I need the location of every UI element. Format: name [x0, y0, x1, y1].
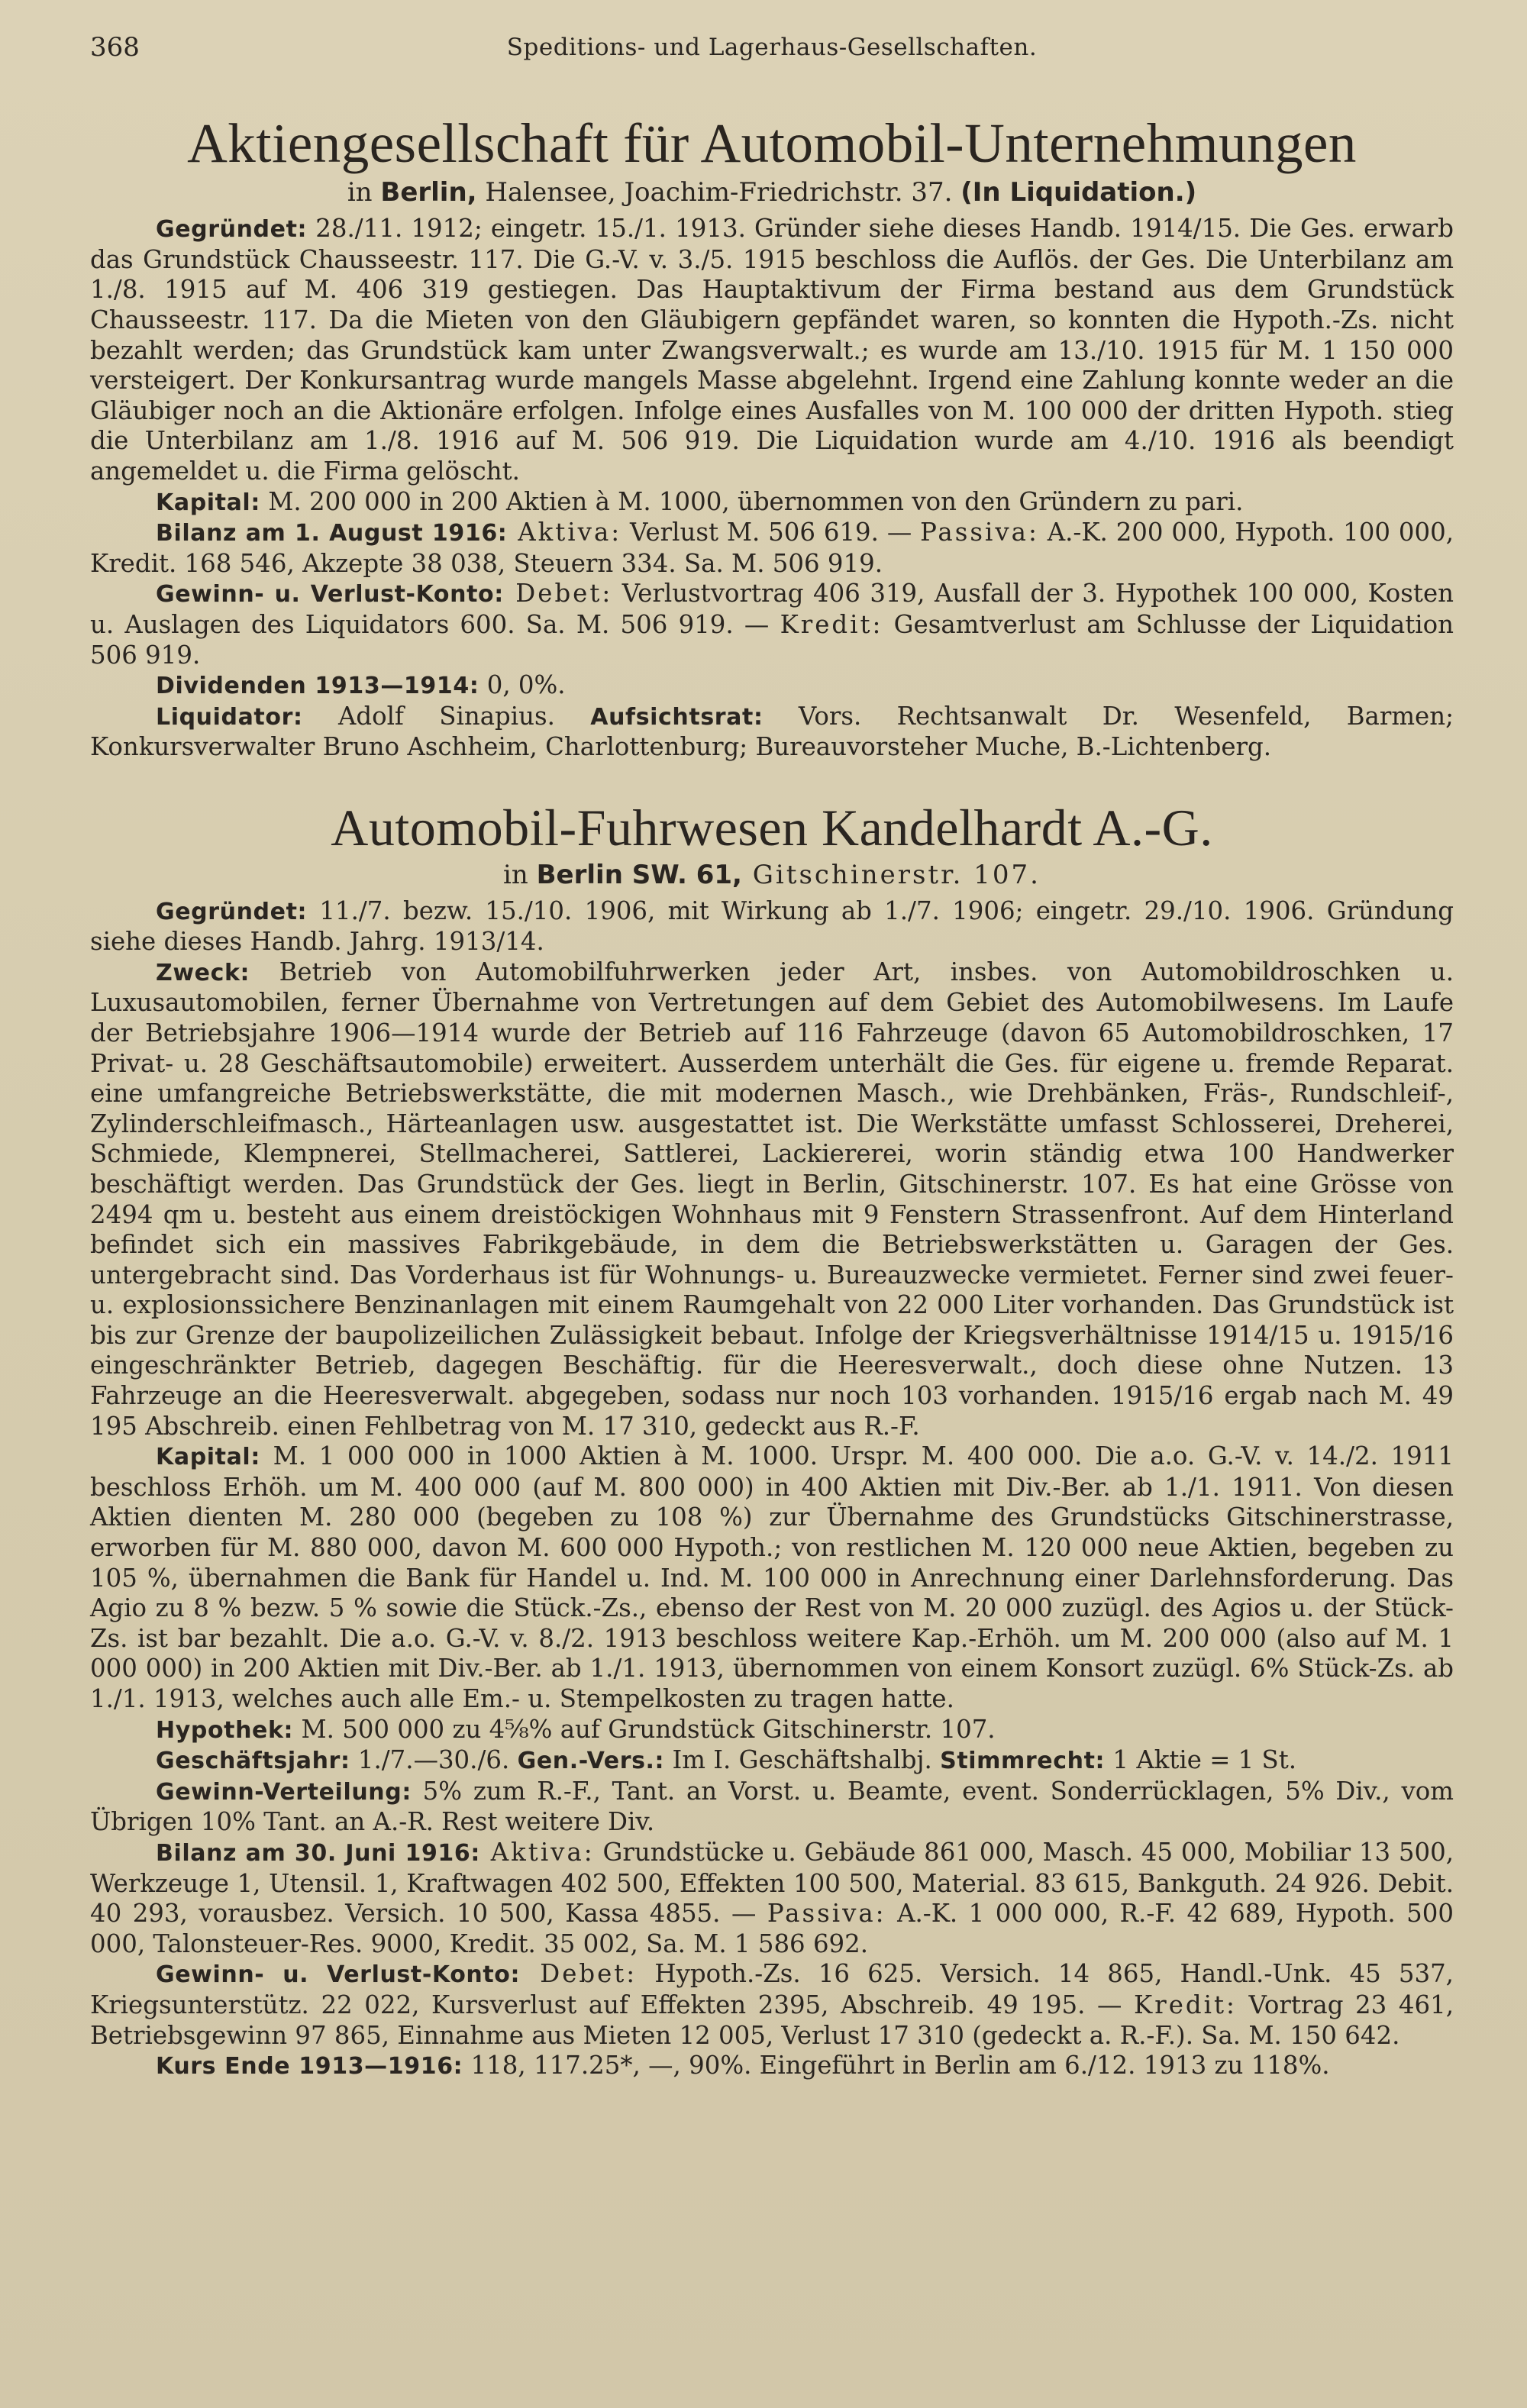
- section1-body: [90, 214, 1454, 763]
- section2-title: Automobil-Fuhrwesen Kandelhardt A.-G.: [331, 798, 1213, 857]
- page-header: [90, 26, 1454, 73]
- section2-city: Berlin SW. 61,: [536, 859, 742, 890]
- section2-share-price: Kurs Ende 1913—1916: 118, 117.25*, —, 90%. Eingeführt in Berlin am 6./12. 1913 zu 118%.: [156, 2051, 1330, 2080]
- section1-balance: Bilanz am 1. August 1916: Aktiva: Verlust M. 506 619. — Passiva: A.-K. 200 000, Hypoth. 100 000, Kredit. 168 546, Akzepte 38 038, Steuern 334. Sa. M. 506 919.: [90, 518, 1454, 578]
- section2-purpose: Zweck: Betrieb von Automobilfuhrwerken jeder Art, insbes. von Automobildroschken u. Luxusautomobilen, ferner Übernahme von Vertretungen auf dem Gebiet des Automobilwesens. Im Laufe der Betriebsjahre 1906—1914 wurde der Betrieb auf 116 Fahrzeuge (davon 65 Automobildroschken, 17 Privat- u. 28 Geschäftsautomobile) erweitert. Ausserdem unterhält die Ges. für eigene u. fremde Reparat. eine umfangreiche Betriebswerkstätte, die mit modernen Masch., wie Drehbänken, Fräs-, Rundschleif-, Zylinderschleifmasch., Härteanlagen usw. ausgestattet ist. Die Werkstätte umfasst Schlosserei, Dreherei, Schmiede, Klempnerei, Stellmacherei, Sattlerei, Lackiererei, worin ständig etwa 100 Handwerker beschäftigt werden. Das Grundstück der Ges. liegt in Berlin, Gitschinerstr. 107. Es hat eine Grösse von 2494 qm u. besteht aus einem dreistöckigen Wohnhaus mit 9 Fenstern Strassenfront. Auf dem Hinterland befindet sich ein massives Fabrikgebäude, in dem die Betriebswerkstätten u. Garagen der Ges. untergebracht sind. Das Vorderhaus ist für Wohnungs- u. Bureauzwecke vermietet. Ferner sind zwei feuer- u. explosionssichere Benzinanlagen mit einem Raumgehalt von 22 000 Liter vorhanden. Das Grundstück ist bis zur Grenze der baupolizeilichen Zulässigkeit bebaut. Infolge der Kriegsverhältnisse 1914/15 u. 1915/16 eingeschränkter Betrieb, dagegen Beschäftig. für die Heeresverwalt., doch diese ohne Nutzen. 13 Fahrzeuge an die Heeresverwalt. abgegeben, sodass nur noch 103 vorhanden. 1915/16 ergab nach M. 49 195 Abschreib. einen Fehlbetrag von M. 17 310, gedeckt aus R.-F.: [90, 957, 1454, 1441]
- running-title: Speditions- und Lagerhaus-Gesellschaften.: [506, 34, 1038, 61]
- section1-liquidator: Liquidator: Adolf Sinapius. Aufsichtsrat: Vors. Rechtsanwalt Dr. Wesenfeld, Barmen; Konkursverwalter Bruno Aschheim, Charlottenburg; Bureauvorsteher Muche, B.-Lichtenberg.: [90, 701, 1454, 762]
- section2-founded: Gegründet: 11./7. bezw. 15./10. 1906, mit Wirkung ab 1./7. 1906; eingetr. 29./10. 1906. Gründung siehe dieses Handb. Jahrg. 1913/14.: [90, 896, 1454, 957]
- section2-mortgage: Hypothek: M. 500 000 zu 4⅝% auf Grundstück Gitschinerstr. 107.: [156, 1714, 996, 1744]
- section2-profit-distribution: Gewinn-Verteilung: 5% zum R.-F., Tant. an Vorst. u. Beamte, event. Sonderrücklagen, 5% Div., vom Übrigen 10% Tant. an A.-R. Rest weitere Div.: [90, 1776, 1454, 1837]
- section1-dividends: Dividenden 1913—1914: 0, 0%.: [156, 670, 566, 700]
- section1-title: Aktiengesellschaft für Automobil-Unternehmungen: [187, 112, 1357, 174]
- section1-profit-loss: Gewinn- u. Verlust-Konto: Debet: Verlustvortrag 406 319, Ausfall der 3. Hypothek 100 000, Kosten u. Auslagen des Liquidators 600. Sa. M. 506 919. — Kredit: Gesamtverlust am Schlusse der Liquidation 506 919.: [90, 579, 1454, 670]
- section2-capital: Kapital: M. 1 000 000 in 1000 Aktien à M. 1000. Urspr. M. 400 000. Die a.o. G.-V. v. 14./2. 1911 beschloss Erhöh. um M. 400 000 (auf M. 800 000) in 400 Aktien mit Div.-Ber. ab 1./1. 1911. Von diesen Aktien dienten M. 280 000 (begeben zu 108 %) zur Übernahme des Grundstücks Gitschinerstrasse, erworben für M. 880 000, davon M. 600 000 Hypoth.; von restlichen M. 120 000 neue Aktien, begeben zu 105 %, übernahmen die Bank für Handel u. Ind. M. 100 000 in Anrechnung einer Darlehnsforderung. Das Agio zu 8 % bezw. 5 % sowie die Stück.-Zs., ebenso der Rest von M. 20 000 zuzügl. des Agios u. der Stück-Zs. ist bar bezahlt. Die a.o. G.-V. v. 8./2. 1913 beschloss weitere Kap.-Erhöh. um M. 200 000 (also auf M. 1 000 000) in 200 Aktien mit Div.-Ber. ab 1./1. 1913, übernommen von einem Konsort zuzügl. 6% Stück-Zs. ab 1./1. 1913, welches auch alle Em.- u. Stempelkosten zu tragen hatte.: [90, 1441, 1454, 1713]
- section2-fiscal-year: Geschäftsjahr: 1./7.—30./6. Gen.-Vers.: Im I. Geschäftshalbj. Stimmrecht: 1 Aktie = 1 St.: [156, 1745, 1297, 1775]
- page-number: 368: [90, 32, 140, 63]
- section1-status: (In Liquidation.): [960, 177, 1197, 208]
- section2-location: in Berlin SW. 61, Gitschinerstr. 107.: [503, 859, 1041, 890]
- section2-body: [90, 896, 1454, 2082]
- section2-balance: Bilanz am 30. Juni 1916: Aktiva: Grundstücke u. Gebäude 861 000, Masch. 45 000, Mobiliar 13 500, Werkzeuge 1, Utensil. 1, Kraftwagen 402 500, Effekten 100 500, Material. 83 615, Bankguth. 24 926. Debit. 40 293, vorausbez. Versich. 10 500, Kassa 4855. — Passiva: A.-K. 1 000 000, R.-F. 42 689, Hypoth. 500 000, Talonsteuer-Res. 9000, Kredit. 35 002, Sa. M. 1 586 692.: [90, 1837, 1454, 1958]
- section1-founded: Gegründet: 28./11. 1912; eingetr. 15./1. 1913. Gründer siehe dieses Handb. 1914/15. Die Ges. erwarb das Grundstück Chausseestr. 117. Die G.-V. v. 3./5. 1915 beschloss die Auflös. der Ges. Die Unterbilanz am 1./8. 1915 auf M. 406 319 gestiegen. Das Hauptaktivum der Firma bestand aus dem Grundstück Chausseestr. 117. Da die Mieten von den Gläubigern gepfändet waren, so konnten die Hypoth.-Zs. nicht bezahlt werden; das Grundstück kam unter Zwangsverwalt.; es wurde am 13./10. 1915 für M. 1 150 000 versteigert. Der Konkursantrag wurde mangels Masse abgelehnt. Irgend eine Zahlung konnte weder an die Gläubiger noch an die Aktionäre erfolgen. Infolge eines Ausfalles von M. 100 000 der dritten Hypoth. stieg die Unterbilanz am 1./8. 1916 auf M. 506 919. Die Liquidation wurde am 4./10. 1916 als beendigt angemeldet u. die Firma gelöscht.: [90, 214, 1454, 486]
- section2-profit-loss: Gewinn- u. Verlust-Konto: Debet: Hypoth.-Zs. 16 625. Versich. 14 865, Handl.-Unk. 45 537, Kriegsunterstütz. 22 022, Kursverlust auf Effekten 2395, Abschreib. 49 195. — Kredit: Vortrag 23 461, Betriebsgewinn 97 865, Einnahme aus Mieten 12 005, Verlust 17 310 (gedeckt a. R.-F.). Sa. M. 150 642.: [90, 1959, 1454, 2050]
- section1-capital: Kapital: M. 200 000 in 200 Aktien à M. 1000, übernommen von den Gründern zu pari.: [156, 486, 1244, 516]
- section1-location: in Berlin, Halensee, Joachim-Friedrichstr. 37. (In Liquidation.): [347, 177, 1197, 208]
- section1-city: Berlin,: [380, 177, 477, 208]
